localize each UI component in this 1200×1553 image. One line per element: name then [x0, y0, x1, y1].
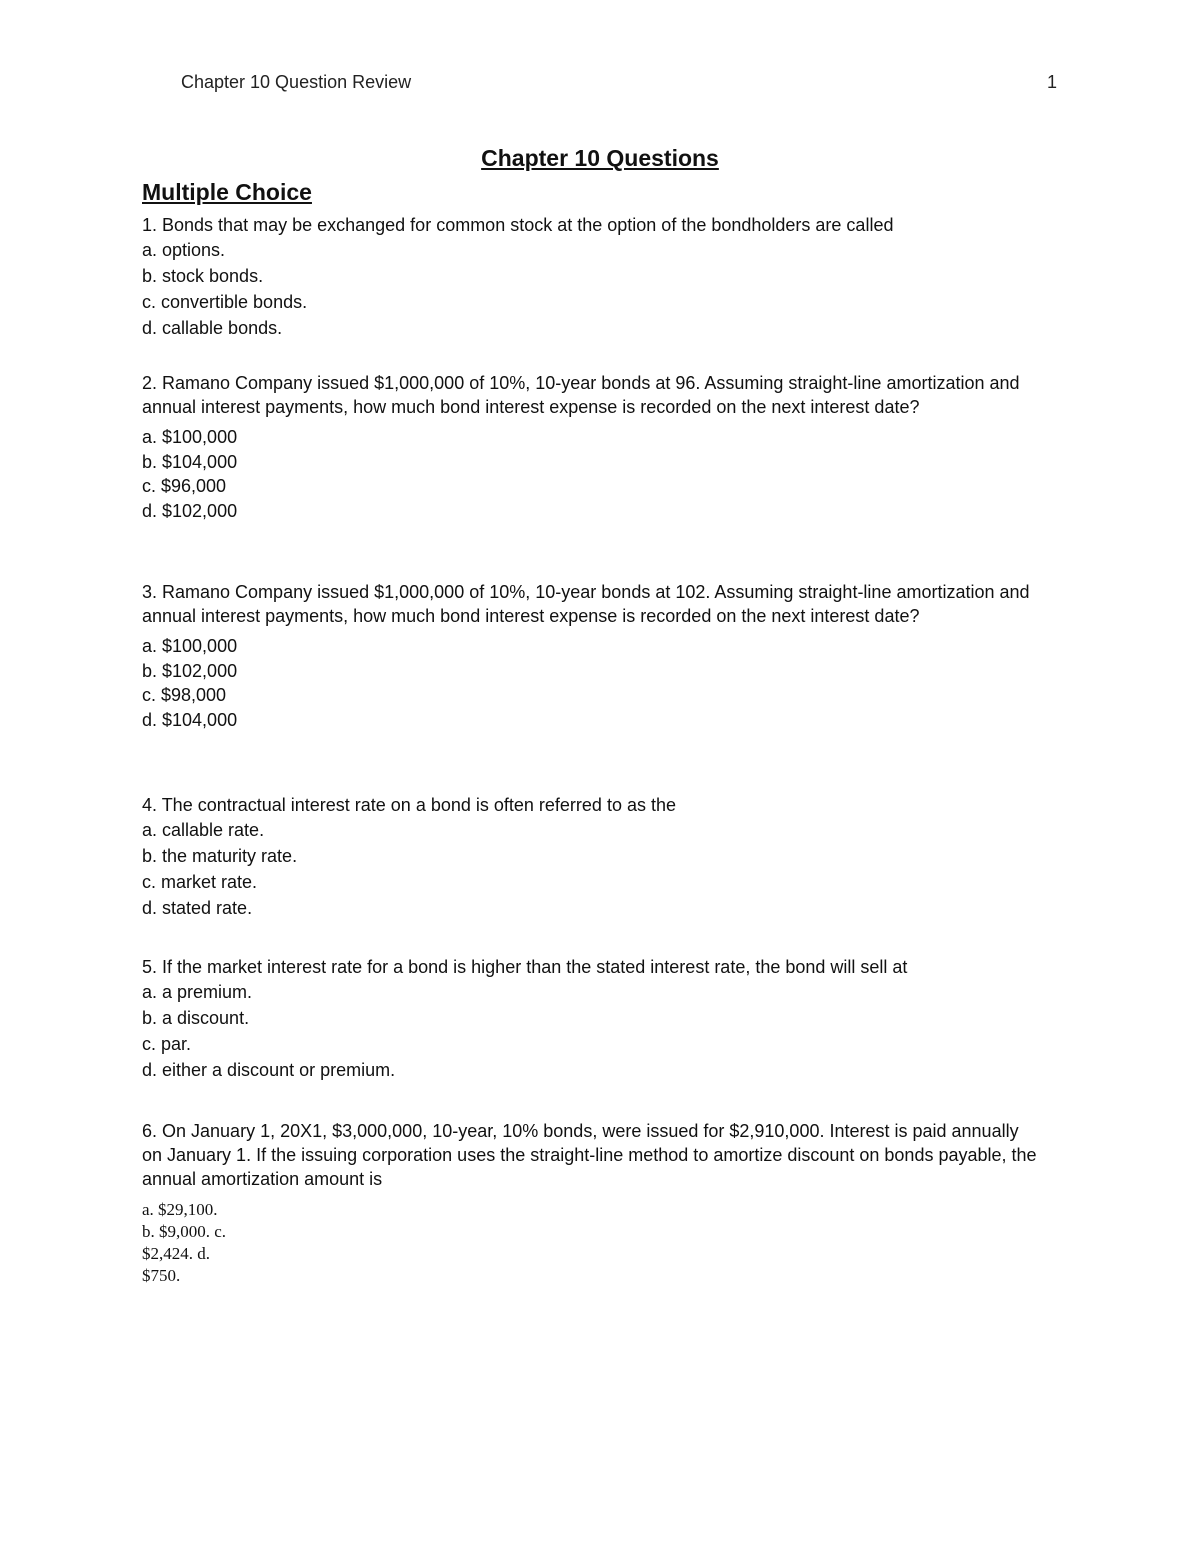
document-title: Chapter 10 Questions [481, 145, 719, 171]
answer-options [142, 237, 1042, 341]
option-c: c. convertible bonds. [142, 292, 308, 312]
question-6 [142, 1119, 1042, 1287]
page-number: 1 [1047, 72, 1058, 92]
option-c: $2,424. d. [142, 1244, 210, 1263]
option-c: c. market rate. [142, 872, 258, 892]
question-stem: 4. The contractual interest rate on a bond is often referred to as the [142, 795, 676, 815]
question-3 [142, 580, 1042, 732]
question-stem: 2. Ramano Company issued $1,000,000 of 10%, 10-year bonds at 96. Assuming straight-line amortization and annual interest payments, how much bond interest expense is recorded on the next interest date? [142, 373, 1020, 417]
question-stem: 1. Bonds that may be exchanged for common stock at the option of the bondholders are called [142, 215, 894, 235]
question-4 [142, 793, 1042, 921]
option-d: d. either a discount or premium. [142, 1060, 396, 1080]
option-b: b. $9,000. c. [142, 1222, 227, 1241]
option-a: a. callable rate. [142, 820, 265, 840]
option-d: d. $104,000 [142, 709, 238, 730]
option-d: d. stated rate. [142, 898, 253, 918]
option-a: a. $29,100. [142, 1200, 218, 1219]
option-b: b. the maturity rate. [142, 846, 298, 866]
running-header: Chapter 10 Question Review [181, 72, 412, 92]
option-c: c. $96,000 [142, 476, 227, 496]
option-d: d. callable bonds. [142, 318, 283, 338]
option-d: $750. [142, 1266, 181, 1285]
option-a: a. $100,000 [142, 636, 238, 656]
question-stem: 5. If the market interest rate for a bond is higher than the stated interest rate, the bond will sell at [142, 957, 908, 977]
question-1 [142, 213, 1042, 341]
option-b: b. stock bonds. [142, 266, 264, 286]
answer-options [142, 979, 1042, 1083]
option-a: a. options. [142, 240, 226, 260]
option-d: d. $102,000 [142, 500, 238, 521]
answer-options [142, 425, 1042, 523]
option-b: b. $104,000 [142, 451, 238, 472]
question-stem: 6. On January 1, 20X1, $3,000,000, 10-year, 10% bonds, were issued for $2,910,000. Interest is paid annually on January 1. If the issuing corporation uses the straight-line method to amortize discount on bonds payable, the annual amortization amount is [142, 1121, 1037, 1189]
option-b: b. a discount. [142, 1008, 250, 1028]
answer-options [142, 634, 1042, 732]
question-stem: 3. Ramano Company issued $1,000,000 of 10%, 10-year bonds at 102. Assuming straight-line amortization and annual interest payments, how much bond interest expense is recorded on the next interest date? [142, 582, 1030, 626]
option-a: a. a premium. [142, 982, 253, 1002]
option-c: c. $98,000 [142, 685, 227, 705]
question-5 [142, 955, 1042, 1083]
answer-options [142, 817, 1042, 921]
answer-options [142, 1199, 1042, 1287]
option-a: a. $100,000 [142, 427, 238, 447]
question-2 [142, 371, 1042, 523]
option-b: b. $102,000 [142, 660, 238, 681]
option-c: c. par. [142, 1034, 192, 1054]
section-heading: Multiple Choice [142, 179, 312, 205]
